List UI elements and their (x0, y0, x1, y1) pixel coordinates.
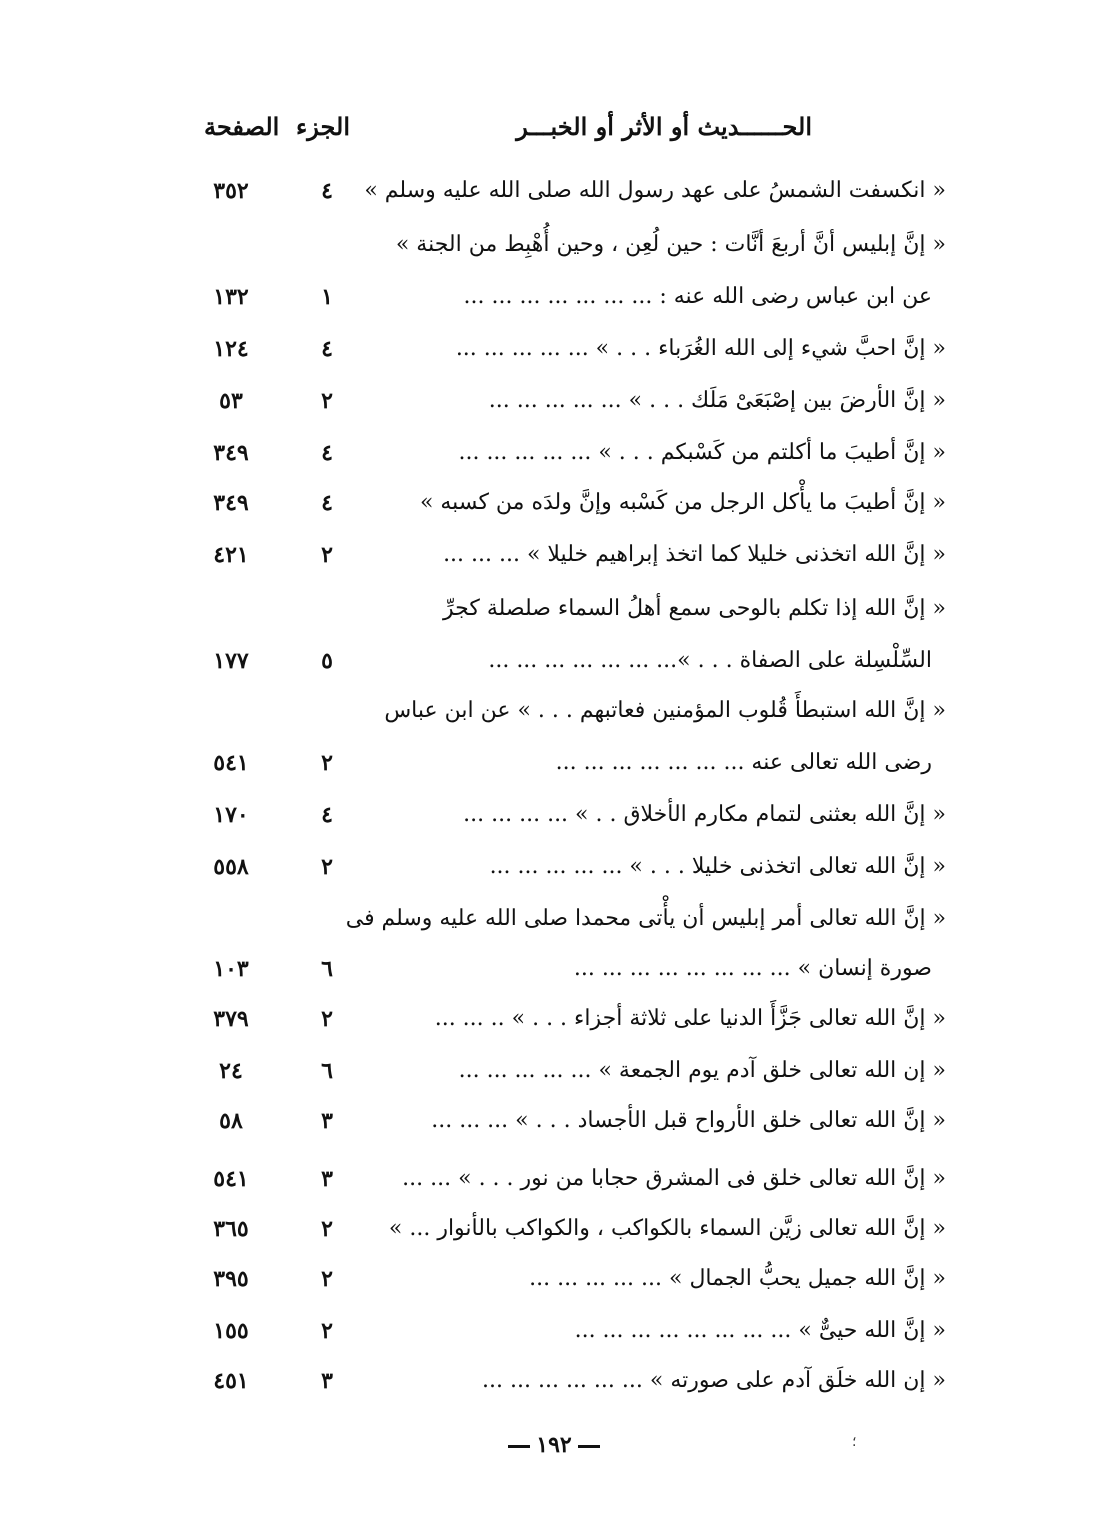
table-row (0, 1216, 1108, 1260)
row-part: ١ (321, 284, 333, 310)
row-text: « إنَّ الله تعالى اتخذنى خليلا . . . » ... ... ... ... ... (489, 854, 946, 879)
row-page: ٥٥٨ (213, 854, 249, 880)
row-part: ٣ (321, 1108, 333, 1134)
column-header-text: الحــــــديث أو الأثر أو الخبـــر (516, 112, 812, 141)
table-row (0, 284, 1108, 328)
table-row (0, 750, 1108, 794)
ink-speck: ؛ (852, 1434, 857, 1450)
row-part: ٢ (321, 388, 333, 414)
row-part: ٦ (321, 1058, 333, 1084)
row-part: ٢ (321, 1006, 333, 1032)
row-text: « إنَّ الله اتخذنى خليلا كما اتخذ إبراهيم خليلا » ... ... ... (443, 542, 946, 567)
row-text: « إنَّ الله تعالى جَزَّأَ الدنيا على ثلاثة أجزاء . . . » .. ... ... (434, 1006, 946, 1031)
row-part: ٤ (321, 178, 333, 204)
row-part: ٣ (321, 1166, 333, 1192)
table-row (0, 1266, 1108, 1310)
row-text: « إنَّ الله جميل يحبُّ الجمال » ... ... ... ... ... (529, 1266, 946, 1291)
row-page: ٥٤١ (213, 750, 249, 776)
row-page: ٤٥١ (213, 1368, 249, 1394)
table-row (0, 1368, 1108, 1412)
table-row (0, 802, 1108, 846)
table-row (0, 906, 1108, 950)
page-number (0, 1432, 1108, 1458)
table-row (0, 1108, 1108, 1152)
row-page: ١٠٣ (213, 956, 249, 982)
row-text: « إن الله تعالى خلق آدم يوم الجمعة » ... ... ... ... ... (458, 1058, 946, 1083)
table-row (0, 648, 1108, 692)
row-text: « إنَّ الله إذا تكلم بالوحى سمع أهلُ السماء صلصلة كجرِّ (443, 596, 946, 621)
row-part: ٤ (321, 802, 333, 828)
row-page: ٤٢١ (213, 542, 249, 568)
row-page: ١٢٤ (213, 336, 249, 362)
row-part: ٢ (321, 1266, 333, 1292)
table-row (0, 388, 1108, 432)
row-part: ٤ (321, 336, 333, 362)
row-page: ٥٤١ (213, 1166, 249, 1192)
row-page: ٣٦٥ (213, 1216, 249, 1242)
row-text: « إنَّ الأرضَ بين إصْبَعَىْ مَلَك . . . » ... ... ... ... ... (488, 388, 946, 413)
row-part: ٦ (321, 956, 333, 982)
row-part: ٢ (321, 750, 333, 776)
row-page: ١٥٥ (213, 1318, 249, 1344)
row-text: « إنَّ الله تعالى أمر إبليس أن يأْتى محمدا صلى الله عليه وسلم فى (345, 906, 946, 931)
row-part: ٤ (321, 440, 333, 466)
row-part: ٤ (321, 490, 333, 516)
row-part: ٢ (321, 854, 333, 880)
table-row (0, 232, 1108, 276)
row-page: ١٣٢ (213, 284, 249, 310)
row-part: ٢ (321, 1318, 333, 1344)
table-row (0, 178, 1108, 222)
row-text: عن ابن عباس رضى الله عنه : ... ... ... ... ... ... ... (463, 284, 932, 309)
row-text: « إنَّ الله تعالى خلق الأرواح قبل الأجساد . . . » ... ... ... (431, 1108, 946, 1133)
table-row (0, 1006, 1108, 1050)
row-page: ٥٨ (219, 1108, 243, 1134)
row-part: ٢ (321, 1216, 333, 1242)
table-row (0, 490, 1108, 534)
table-row (0, 956, 1108, 1000)
row-text: صورة إنسان » ... ... ... ... ... ... ... ... (573, 956, 932, 981)
table-row (0, 1058, 1108, 1102)
table-row (0, 596, 1108, 640)
row-part: ٥ (321, 648, 333, 674)
column-header-part: الجزء (296, 112, 350, 141)
row-text: « إن الله خلَق آدم على صورته » ... ... ... ... ... ... (482, 1368, 946, 1393)
row-text: « إنَّ إبليس أنَّ أربعَ أنَّات : حين لُعِن ، وحين أُهْبِط من الجنة » (395, 232, 946, 257)
table-row (0, 542, 1108, 586)
column-header-page: الصفحة (204, 112, 280, 141)
row-page: ٣٩٥ (213, 1266, 249, 1292)
page-number-value: ١٩٢ (536, 1432, 572, 1458)
row-page: ٣٤٩ (213, 490, 249, 516)
table-row (0, 698, 1108, 742)
row-text: السِّلْسِلة على الصفاة . . . »... ... ... ... ... ... ... (488, 648, 932, 673)
table-row (0, 336, 1108, 380)
table-row (0, 854, 1108, 898)
row-text: « إنَّ احبَّ شيء إلى الله الغُرَباء . . . » ... ... ... ... ... (455, 336, 946, 361)
row-page: ١٧٠ (213, 802, 249, 828)
row-text: « إنَّ الله بعثنى لتمام مكارم الأخلاق . . » ... ... ... ... (463, 802, 946, 827)
row-page: ١٧٧ (213, 648, 249, 674)
row-page: ٣٤٩ (213, 440, 249, 466)
row-text: « انكسفت الشمسُ على عهد رسول الله صلى الله عليه وسلم » (364, 178, 946, 203)
row-page: ٣٥٢ (213, 178, 249, 204)
dash-right (508, 1445, 530, 1448)
table-row (0, 440, 1108, 484)
row-part: ٣ (321, 1368, 333, 1394)
row-text: « إنَّ أطيبَ ما يأْكل الرجل من كَسْبه وإنَّ ولدَه من كسبه » (419, 490, 946, 515)
table-row (0, 1318, 1108, 1362)
row-page: ٢٤ (219, 1058, 243, 1084)
row-text: « إنَّ الله تعالى زيَّن السماء بالكواكب ، والكواكب بالأنوار ... » (388, 1216, 946, 1241)
row-text: « إنَّ الله استبطأَ قُلوب المؤمنين فعاتبهم . . . » عن ابن عباس (384, 698, 946, 723)
row-text: « إنَّ الله حيىٌّ » ... ... ... ... ... ... ... ... (574, 1318, 946, 1343)
table-row (0, 1166, 1108, 1210)
dash-left (578, 1445, 600, 1448)
row-page: ٥٣ (219, 388, 243, 414)
row-page: ٣٧٩ (213, 1006, 249, 1032)
row-part: ٢ (321, 542, 333, 568)
row-text: « إنَّ الله تعالى خلق فى المشرق حجابا من نور . . . » ... ... (402, 1166, 946, 1191)
row-text: رضى الله تعالى عنه ... ... ... ... ... ... ... (555, 750, 932, 775)
row-text: « إنَّ أطيبَ ما أكلتم من كَسْبكم . . . » ... ... ... ... ... (458, 440, 946, 465)
